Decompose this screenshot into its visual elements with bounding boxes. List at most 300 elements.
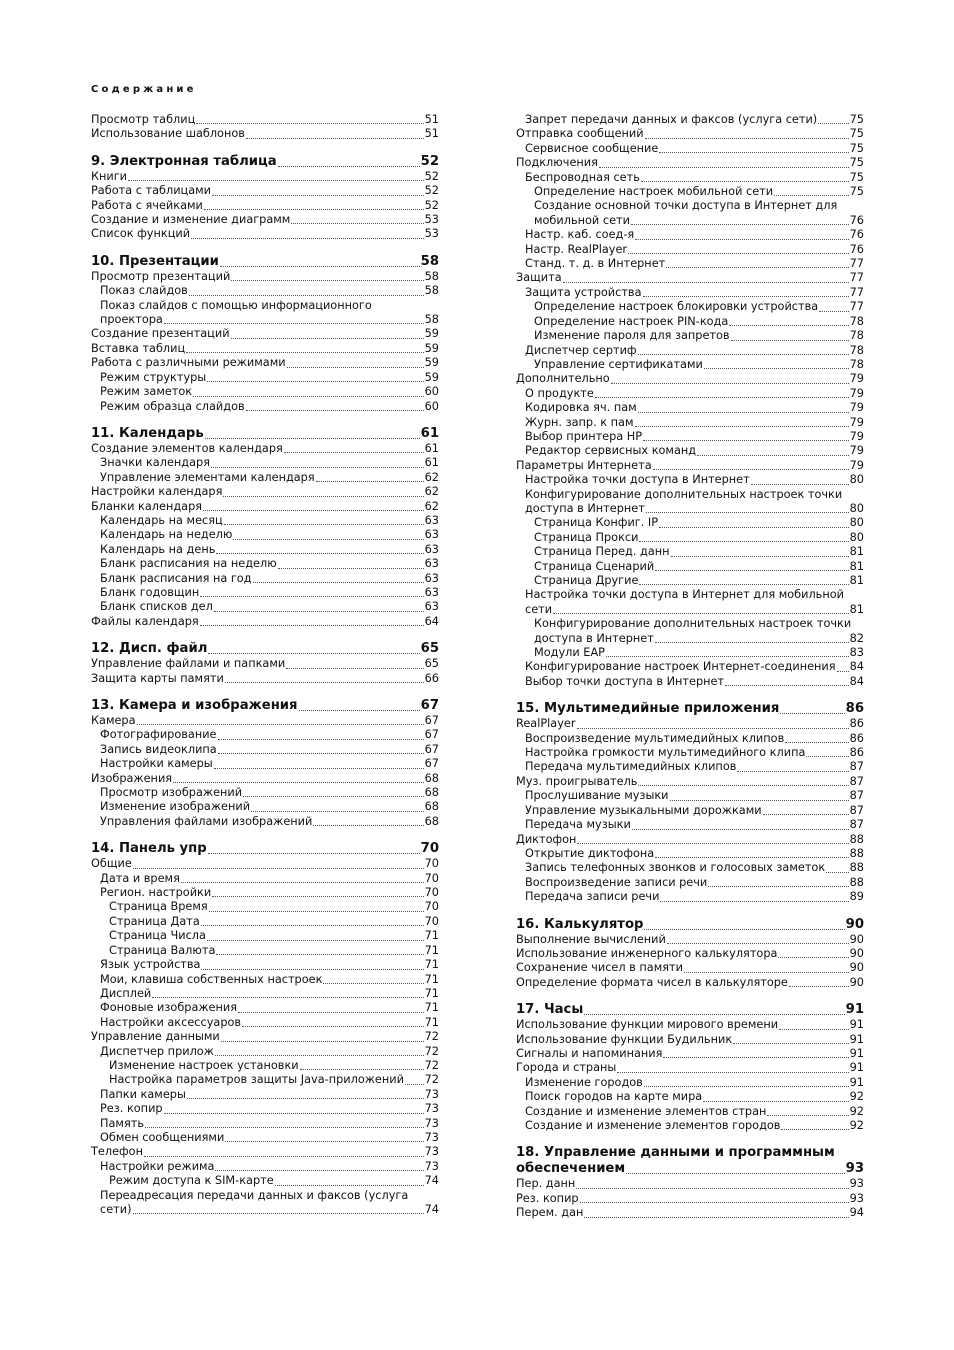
toc-entry[interactable] <box>91 385 439 399</box>
toc-entry[interactable] <box>91 500 439 514</box>
toc-entry[interactable] <box>516 300 864 314</box>
toc-entry[interactable] <box>91 199 439 213</box>
toc-page-number: 91 <box>849 1061 864 1075</box>
toc-entry[interactable] <box>516 1090 864 1104</box>
toc-page-number: 90 <box>849 975 864 989</box>
toc-entry-title: 15. Мультимедийные приложения <box>516 701 780 717</box>
dot-leader <box>655 642 849 643</box>
toc-page-number: 62 <box>424 499 439 513</box>
toc-entry-title: Настройки режима <box>100 1159 215 1173</box>
toc-entry-title: Создание презентаций <box>91 327 230 341</box>
toc-entry[interactable] <box>516 257 864 271</box>
toc-entry[interactable] <box>516 717 864 731</box>
toc-page-number: 70 <box>420 841 439 857</box>
toc-entry[interactable] <box>91 815 439 829</box>
toc-entry[interactable] <box>91 772 439 786</box>
toc-entry[interactable] <box>516 775 864 789</box>
dot-leader <box>278 568 424 569</box>
dot-leader <box>663 1057 848 1058</box>
toc-page-number: 75 <box>849 185 864 199</box>
toc-page-number: 67 <box>424 728 439 742</box>
toc-entry-title: Дата и время <box>100 871 180 885</box>
toc-page-number: 71 <box>424 958 439 972</box>
dot-leader <box>214 768 424 769</box>
toc-entry-title: Изображения <box>91 771 173 785</box>
toc-entry-title: Календарь на день <box>100 542 216 556</box>
toc-entry[interactable] <box>91 456 439 470</box>
toc-entry[interactable] <box>516 660 864 674</box>
toc-page-number: 68 <box>424 786 439 800</box>
dot-leader <box>631 224 849 225</box>
toc-entry[interactable] <box>516 214 864 228</box>
toc-entry[interactable] <box>91 356 439 370</box>
toc-column-left <box>91 113 439 1217</box>
toc-page-number: 91 <box>849 1032 864 1046</box>
toc-page-number: 73 <box>424 1102 439 1116</box>
toc-entry[interactable] <box>516 1018 864 1032</box>
toc-entry[interactable] <box>91 400 439 414</box>
toc-entry[interactable] <box>516 113 864 127</box>
toc-entry[interactable] <box>516 372 864 386</box>
toc-entry-line: Конфигурирование дополнительных настроек точки <box>525 487 843 501</box>
toc-entry[interactable] <box>516 531 864 545</box>
toc-entry[interactable] <box>516 171 864 185</box>
dot-leader <box>684 972 849 973</box>
toc-entry[interactable] <box>91 1160 439 1174</box>
toc-entry[interactable] <box>516 1177 864 1191</box>
dot-leader <box>191 238 424 239</box>
dot-leader <box>576 1188 848 1189</box>
dot-leader <box>638 412 849 413</box>
toc-entry-title: Сервисное сообщение <box>525 141 659 155</box>
toc-entry-title: Настройка точки доступа в Интернет <box>525 473 750 487</box>
toc-entry[interactable] <box>516 574 864 588</box>
toc-entry[interactable] <box>91 371 439 385</box>
dot-leader <box>646 512 849 513</box>
dot-leader <box>635 239 848 240</box>
dot-leader <box>164 1113 424 1114</box>
toc-entry[interactable] <box>91 1203 439 1217</box>
dot-leader <box>246 138 424 139</box>
dot-leader <box>703 1101 848 1102</box>
toc-entry-title: сети) <box>100 1203 132 1216</box>
toc-entry[interactable] <box>91 1117 439 1131</box>
dot-leader <box>708 886 848 887</box>
toc-chapter-heading[interactable] <box>91 641 439 657</box>
toc-entry-title: сети <box>525 602 553 616</box>
toc-entry[interactable] <box>91 944 439 958</box>
toc-entry[interactable] <box>91 327 439 341</box>
toc-entry[interactable] <box>516 185 864 199</box>
dot-leader <box>316 481 424 482</box>
toc-page-number: 76 <box>849 213 864 227</box>
toc-page-number: 86 <box>849 746 864 760</box>
toc-entry[interactable] <box>91 514 439 528</box>
dot-leader <box>617 1072 848 1073</box>
dot-leader <box>291 223 423 224</box>
toc-entry[interactable] <box>516 732 864 746</box>
toc-entry[interactable] <box>516 603 864 617</box>
toc-entry[interactable] <box>516 847 864 861</box>
toc-entry[interactable] <box>91 1131 439 1145</box>
toc-page-number: 75 <box>849 156 864 170</box>
toc-entry-title: Воспроизведение записи речи <box>525 875 708 889</box>
toc-entry[interactable] <box>516 545 864 559</box>
toc-page-number: 79 <box>849 372 864 386</box>
toc-entry[interactable] <box>91 900 439 914</box>
toc-entry[interactable] <box>91 528 439 542</box>
toc-entry[interactable] <box>516 315 864 329</box>
dot-leader <box>660 901 848 902</box>
toc-entry-title: Режим образца слайдов <box>100 399 245 413</box>
toc-entry[interactable] <box>516 646 864 660</box>
toc-entry[interactable] <box>516 675 864 689</box>
toc-chapter-heading[interactable] <box>516 701 864 717</box>
toc-entry-title: Определение формата чисел в калькуляторе <box>516 975 788 989</box>
toc-entry-title: Модули EAP <box>534 646 605 660</box>
toc-page-number: 61 <box>420 425 439 441</box>
toc-entry[interactable] <box>516 156 864 170</box>
toc-entry[interactable] <box>516 430 864 444</box>
toc-page-number: 80 <box>849 530 864 544</box>
toc-entry-title: Запрет передачи данных и факсов (услуга сети) <box>525 113 818 126</box>
toc-chapter-heading[interactable] <box>516 1161 864 1177</box>
toc-entry[interactable] <box>91 586 439 600</box>
dot-leader <box>212 195 424 196</box>
toc-entry[interactable] <box>91 184 439 198</box>
dot-leader <box>553 613 849 614</box>
toc-entry[interactable] <box>91 113 439 127</box>
dot-leader <box>133 868 424 869</box>
toc-page-number: 75 <box>849 170 864 184</box>
toc-page-number: 58 <box>424 313 439 327</box>
toc-entry[interactable] <box>516 344 864 358</box>
toc-page-number: 93 <box>849 1191 864 1205</box>
toc-entry-title: Файлы календаря <box>91 614 199 628</box>
dot-leader <box>181 882 424 883</box>
dot-leader <box>818 123 848 124</box>
toc-entry-title: Открытие диктофона <box>525 846 655 860</box>
dot-leader <box>208 853 420 854</box>
toc-entry-title: Выполнение вычислений <box>516 932 666 946</box>
toc-entry[interactable] <box>516 243 864 257</box>
toc-page-number: 78 <box>849 343 864 357</box>
toc-entry[interactable] <box>516 876 864 890</box>
toc-entry[interactable] <box>516 1047 864 1061</box>
toc-entry-title: Папки камеры <box>100 1087 186 1101</box>
toc-entry[interactable] <box>91 1016 439 1030</box>
toc-entry[interactable] <box>91 987 439 1001</box>
toc-page-number: 80 <box>849 473 864 487</box>
toc-entry[interactable] <box>516 976 864 990</box>
dot-leader <box>655 570 848 571</box>
toc-entry-title: Камера <box>91 714 136 727</box>
toc-page-number: 68 <box>424 800 439 814</box>
toc-entry[interactable] <box>516 1076 864 1090</box>
toc-entry[interactable] <box>516 502 864 516</box>
toc-entry[interactable] <box>91 757 439 771</box>
toc-page-number: 71 <box>424 1015 439 1029</box>
toc-entry-title: Мои, клавиша собственных настроек <box>100 972 323 986</box>
toc-entry[interactable] <box>516 760 864 774</box>
toc-entry-line: Переадресация передачи данных и факсов (услуга <box>100 1188 409 1202</box>
toc-page-number: 91 <box>845 1002 864 1018</box>
dot-leader <box>284 452 424 453</box>
toc-page-number: 80 <box>849 501 864 515</box>
toc-entry[interactable] <box>516 1105 864 1119</box>
toc-entry[interactable] <box>516 516 864 530</box>
toc-entry[interactable] <box>91 442 439 456</box>
toc-entry[interactable] <box>516 890 864 904</box>
toc-entry[interactable] <box>91 786 439 800</box>
toc-entry-title: обеспечением <box>516 1161 626 1177</box>
toc-page-number: 53 <box>424 213 439 227</box>
toc-entry-title: Использование функции Будильник <box>516 1032 733 1046</box>
toc-page-number: 76 <box>849 242 864 256</box>
dot-leader <box>643 440 849 441</box>
toc-entry-title: Страница Время <box>109 900 208 914</box>
toc-entry-title: Запись видеоклипа <box>100 742 217 756</box>
toc-entry[interactable] <box>91 1001 439 1015</box>
toc-entry[interactable] <box>91 170 439 184</box>
toc-entry[interactable] <box>516 833 864 847</box>
toc-entry[interactable] <box>516 387 864 401</box>
toc-page-number: 58 <box>424 269 439 283</box>
toc-page-number: 88 <box>849 861 864 875</box>
toc-entry[interactable] <box>91 857 439 871</box>
toc-entry[interactable] <box>516 1206 864 1220</box>
toc-page-number: 81 <box>849 559 864 573</box>
toc-entry[interactable] <box>516 1033 864 1047</box>
toc-entry[interactable] <box>91 313 439 327</box>
toc-page-number: 90 <box>849 932 864 946</box>
toc-entry-title: Рез. копир <box>516 1191 579 1205</box>
toc-page-number: 73 <box>424 1087 439 1101</box>
dot-leader <box>145 1127 424 1128</box>
toc-entry[interactable] <box>516 142 864 156</box>
toc-entry[interactable] <box>516 804 864 818</box>
toc-entry[interactable] <box>91 485 439 499</box>
toc-entry[interactable] <box>91 1073 439 1087</box>
toc-entry-title: Язык устройства <box>100 958 201 972</box>
toc-entry[interactable] <box>91 958 439 972</box>
toc-page-number: 71 <box>424 972 439 986</box>
toc-entry[interactable] <box>91 657 439 671</box>
toc-entry[interactable] <box>91 557 439 571</box>
toc-entry-title: Настройки календаря <box>91 485 223 499</box>
toc-entry[interactable] <box>91 213 439 227</box>
toc-entry[interactable] <box>91 1174 439 1188</box>
toc-entry-title: Параметры Интернета <box>516 458 652 472</box>
dot-leader <box>186 352 423 353</box>
toc-entry[interactable] <box>91 284 439 298</box>
toc-page-number: 86 <box>849 717 864 731</box>
toc-entry[interactable] <box>516 789 864 803</box>
toc-entry-title: Выбор точки доступа в Интернет <box>525 674 725 688</box>
toc-entry-title: Общие <box>91 857 132 871</box>
toc-entry-title: RealPlayer <box>516 717 576 731</box>
toc-page-number: 63 <box>424 571 439 585</box>
toc-entry[interactable] <box>516 444 864 458</box>
toc-entry[interactable] <box>91 1088 439 1102</box>
toc-page-number: 90 <box>845 916 864 932</box>
toc-entry[interactable] <box>516 746 864 760</box>
dot-leader <box>733 1043 848 1044</box>
toc-page-number: 92 <box>849 1090 864 1104</box>
toc-entry[interactable] <box>91 1030 439 1044</box>
toc-entry-title: Просмотр таблиц <box>91 113 196 126</box>
toc-entry-title: Города и страны <box>516 1061 617 1075</box>
toc-entry[interactable] <box>516 632 864 646</box>
toc-entry[interactable] <box>91 728 439 742</box>
toc-entry[interactable] <box>91 270 439 284</box>
toc-entry-title: Режим заметок <box>100 385 193 399</box>
toc-page-number: 67 <box>424 714 439 727</box>
dot-leader <box>628 253 849 254</box>
toc-page-number: 79 <box>849 444 864 458</box>
toc-page-number: 91 <box>849 1046 864 1060</box>
dot-leader <box>626 1173 844 1174</box>
toc-entry[interactable] <box>91 471 439 485</box>
dot-leader <box>215 1055 424 1056</box>
toc-entry[interactable] <box>91 915 439 929</box>
toc-chapter-heading[interactable] <box>91 154 439 170</box>
dot-leader <box>671 556 849 557</box>
dot-leader <box>659 527 849 528</box>
toc-entry-title: Муз. проигрыватель <box>516 774 638 788</box>
dot-leader <box>635 426 849 427</box>
toc-entry[interactable] <box>91 615 439 629</box>
toc-page-number: 78 <box>849 357 864 371</box>
toc-entry[interactable] <box>516 401 864 415</box>
toc-page-number: 81 <box>849 574 864 587</box>
toc-entry[interactable] <box>91 600 439 614</box>
toc-entry[interactable] <box>91 1145 439 1159</box>
toc-page-number: 88 <box>849 875 864 889</box>
dot-leader <box>207 940 424 941</box>
toc-entry[interactable] <box>516 560 864 574</box>
toc-entry[interactable] <box>516 228 864 242</box>
toc-chapter-heading[interactable] <box>91 426 439 442</box>
dot-leader <box>238 1012 424 1013</box>
dot-leader <box>201 925 424 926</box>
toc-entry[interactable] <box>91 342 439 356</box>
toc-page-number: 51 <box>424 127 439 141</box>
toc-chapter-heading[interactable] <box>91 254 439 270</box>
toc-page-number: 63 <box>424 585 439 599</box>
toc-entry-title: Бланк годовщин <box>100 585 200 599</box>
toc-page-number: 93 <box>849 1177 864 1191</box>
toc-entry-title: 16. Калькулятор <box>516 916 644 932</box>
toc-chapter-heading[interactable] <box>91 698 439 714</box>
toc-entry[interactable] <box>91 929 439 943</box>
toc-entry[interactable] <box>516 818 864 832</box>
toc-entry[interactable] <box>516 1119 864 1133</box>
toc-page-number: 90 <box>849 961 864 975</box>
toc-entry-title: Выбор принтера HP <box>525 429 643 443</box>
toc-page-number: 73 <box>424 1159 439 1173</box>
dot-leader <box>216 553 423 554</box>
toc-entry[interactable] <box>91 1102 439 1116</box>
toc-entry[interactable] <box>91 800 439 814</box>
toc-page-number: 59 <box>424 356 439 370</box>
toc-page-number: 70 <box>424 900 439 914</box>
toc-entry[interactable] <box>91 743 439 757</box>
toc-entry[interactable] <box>91 714 439 728</box>
toc-entry[interactable] <box>516 947 864 961</box>
toc-entry-title: Страница Перед. данн <box>534 545 670 559</box>
toc-entry[interactable] <box>516 329 864 343</box>
dot-leader <box>275 1185 424 1186</box>
toc-entry-line: Конфигурирование дополнительных настроек точки <box>534 617 852 631</box>
toc-page-number: 60 <box>424 399 439 413</box>
toc-entry[interactable] <box>516 358 864 372</box>
toc-entry[interactable] <box>91 227 439 241</box>
toc-entry[interactable] <box>91 572 439 586</box>
dot-leader <box>133 1213 424 1214</box>
toc-entry-title: Подключения <box>516 156 598 170</box>
toc-entry[interactable] <box>91 886 439 900</box>
toc-entry[interactable] <box>91 973 439 987</box>
toc-entry[interactable] <box>516 933 864 947</box>
toc-entry[interactable] <box>91 1059 439 1073</box>
toc-page-number: 52 <box>420 153 439 169</box>
dot-leader <box>632 829 849 830</box>
dot-leader <box>225 682 424 683</box>
dot-leader <box>837 671 849 672</box>
toc-chapter-heading[interactable] <box>91 841 439 857</box>
toc-entry[interactable] <box>516 1061 864 1075</box>
toc-chapter-heading[interactable] <box>516 1002 864 1018</box>
toc-entry-title: Изменение настроек установки <box>109 1058 299 1072</box>
toc-entry[interactable] <box>516 961 864 975</box>
toc-entry[interactable] <box>516 459 864 473</box>
toc-entry[interactable] <box>516 861 864 875</box>
toc-page-number: 60 <box>424 385 439 399</box>
toc-entry[interactable] <box>516 416 864 430</box>
toc-page-number: 72 <box>424 1058 439 1072</box>
toc-entry[interactable] <box>516 1192 864 1206</box>
toc-page-number: 87 <box>849 789 864 803</box>
toc-chapter-heading[interactable] <box>516 917 864 933</box>
toc-entry[interactable] <box>91 127 439 141</box>
toc-entry[interactable] <box>91 672 439 686</box>
toc-page-number: 86 <box>845 701 864 717</box>
toc-entry-title: Дисплей <box>100 986 152 1000</box>
dot-leader <box>638 785 848 786</box>
toc-entry[interactable] <box>91 543 439 557</box>
toc-entry[interactable] <box>516 271 864 285</box>
toc-page-number: 63 <box>424 600 439 614</box>
toc-entry[interactable] <box>516 286 864 300</box>
toc-page-number: 93 <box>845 1161 864 1177</box>
toc-entry[interactable] <box>516 127 864 141</box>
toc-entry-title: Изменение изображений <box>100 800 251 814</box>
dot-leader <box>826 872 848 873</box>
toc-page-number: 70 <box>424 857 439 871</box>
toc-entry[interactable] <box>516 473 864 487</box>
toc-column-right <box>516 113 864 1221</box>
toc-entry-title: Воспроизведение мультимедийных клипов <box>525 731 785 745</box>
dot-leader <box>641 181 849 182</box>
toc-entry[interactable] <box>91 872 439 886</box>
dot-leader <box>201 969 423 970</box>
toc-entry-title: 17. Часы <box>516 1002 584 1018</box>
dot-leader <box>211 467 424 468</box>
toc-entry-title: Показ слайдов <box>100 284 188 298</box>
dot-leader <box>778 957 848 958</box>
toc-entry[interactable] <box>91 1045 439 1059</box>
